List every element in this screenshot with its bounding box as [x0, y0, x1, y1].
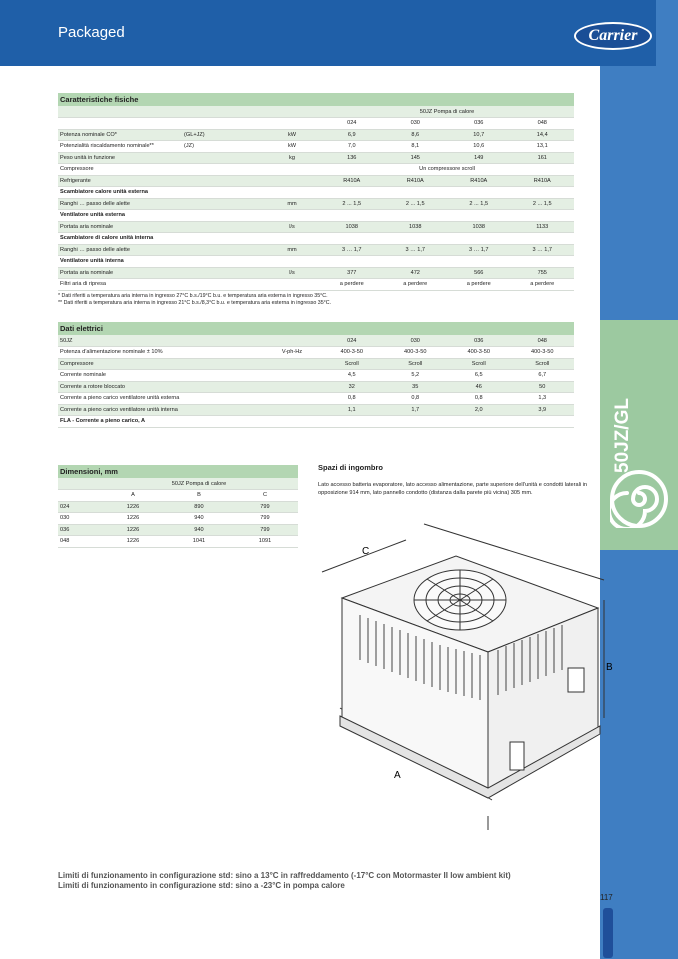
- limit-heating: Limiti di funzionamento in configurazione std: sino a -23°C in pompa calore: [58, 881, 345, 890]
- table-cell: [264, 106, 320, 118]
- row-unit: [264, 393, 320, 405]
- row-value: 136: [320, 152, 384, 164]
- table-header-row: [58, 490, 298, 502]
- row-value: 940: [166, 513, 232, 525]
- row-unit: [264, 175, 320, 187]
- row-value: 472: [384, 267, 448, 279]
- row-label: Potenzialità riscaldamento nominale**: [58, 141, 182, 153]
- column-header: 024: [320, 335, 384, 347]
- row-value: 145: [384, 152, 448, 164]
- row-value: 35: [384, 381, 448, 393]
- row-value: 161: [511, 152, 575, 164]
- table-cell: [264, 118, 320, 130]
- table-row: [58, 370, 574, 382]
- row-value: 10,7: [447, 129, 511, 141]
- column-header: 036: [447, 118, 511, 130]
- dimensions-heading: Dimensioni, mm: [58, 465, 298, 478]
- footnote: FLA - Corrente a pieno carico, A: [58, 416, 320, 428]
- row-qualifier: [182, 221, 264, 233]
- row-value: 5,2: [384, 370, 448, 382]
- column-header: 036: [447, 335, 511, 347]
- row-value: 2,0: [447, 404, 511, 416]
- row-label: 048: [58, 536, 100, 548]
- row-unit: [264, 279, 320, 291]
- row-value: a perdere: [384, 279, 448, 291]
- row-value: 14,4: [511, 129, 575, 141]
- table-row: [58, 347, 574, 359]
- row-label: Compressore: [58, 164, 182, 176]
- section-subheader: Scambiatore di calore unità interna: [58, 233, 574, 245]
- physical-note-2: ** Dati riferiti a temperatura aria interna in ingresso 21°C b.s./8,3°C b.u. e temperatura aria esterna in ingresso 35°C.: [58, 299, 332, 306]
- row-value: 2 ... 1,5: [447, 198, 511, 210]
- row-value: a perdere: [511, 279, 575, 291]
- row-label: 024: [58, 501, 100, 513]
- row-label: Corrente a pieno carico ventilatore unità interna: [58, 404, 264, 416]
- row-qualifier: [182, 198, 264, 210]
- row-value: 1226: [100, 501, 166, 513]
- row-unit: kW: [264, 129, 320, 141]
- column-header: 030: [384, 335, 448, 347]
- row-label: Compressore: [58, 358, 264, 370]
- table-row: [58, 267, 574, 279]
- section-subheader: Ventilatore unità interna: [58, 256, 574, 268]
- physical-table: [58, 106, 574, 291]
- table-row: [58, 198, 574, 210]
- table-row: [58, 152, 574, 164]
- row-value: 32: [320, 381, 384, 393]
- row-value: 1226: [100, 524, 166, 536]
- row-value: 1133: [511, 221, 575, 233]
- clearance-title: Spazi di ingombro: [318, 463, 383, 472]
- row-label: 030: [58, 513, 100, 525]
- row-value: 3,9: [511, 404, 575, 416]
- row-value: 377: [320, 267, 384, 279]
- row-qualifier: [182, 244, 264, 256]
- table-row: [58, 501, 298, 513]
- table-row: [58, 164, 574, 176]
- row-label: Refrigerante: [58, 175, 182, 187]
- row-unit: kg: [264, 152, 320, 164]
- column-header: 048: [511, 118, 575, 130]
- row-qualifier: (GL+JZ): [182, 129, 264, 141]
- dimensions-section: [58, 465, 298, 548]
- row-label: Corrente a rotore bloccato: [58, 381, 264, 393]
- row-label: Corrente a pieno carico ventilatore unità esterna: [58, 393, 264, 405]
- row-value: 1,1: [320, 404, 384, 416]
- row-value: 1,3: [511, 393, 575, 405]
- table-cell: [58, 106, 182, 118]
- row-value: 1041: [166, 536, 232, 548]
- row-value: 4,5: [320, 370, 384, 382]
- row-value: 2 ... 1,5: [511, 198, 575, 210]
- physical-characteristics-section: [58, 93, 574, 307]
- table-cell: [264, 335, 320, 347]
- column-header: C: [232, 490, 298, 502]
- row-value: 13,1: [511, 141, 575, 153]
- row-label: Potenza d’alimentazione nominale ± 10%: [58, 347, 264, 359]
- section-subheader: Ventilatore unità esterna: [58, 210, 574, 222]
- table-header-row: [58, 335, 574, 347]
- row-value: 7,0: [320, 141, 384, 153]
- table-header-row: [58, 118, 574, 130]
- row-value: 1038: [320, 221, 384, 233]
- row-label: 50JZ: [58, 335, 264, 347]
- row-value: 10,6: [447, 141, 511, 153]
- electrical-heading: Dati elettrici: [58, 322, 574, 335]
- row-unit: [264, 404, 320, 416]
- row-value: 1,7: [384, 404, 448, 416]
- row-value: 1038: [384, 221, 448, 233]
- row-value: R410A: [511, 175, 575, 187]
- label-b: B: [606, 662, 613, 673]
- row-value: 1038: [447, 221, 511, 233]
- table-row: [58, 358, 574, 370]
- column-header: A: [100, 490, 166, 502]
- table-row: [58, 279, 574, 291]
- row-value: 2 ... 1,5: [320, 198, 384, 210]
- row-unit: l/s: [264, 221, 320, 233]
- row-value: 2 ... 1,5: [384, 198, 448, 210]
- row-value: 755: [511, 267, 575, 279]
- table-cell: [320, 416, 384, 428]
- table-row: [58, 256, 574, 268]
- row-value: 6,9: [320, 129, 384, 141]
- table-row: [58, 221, 574, 233]
- table-row: [58, 536, 298, 548]
- row-value: 799: [232, 513, 298, 525]
- row-value: 3 … 1,7: [384, 244, 448, 256]
- table-cell: [511, 416, 575, 428]
- row-value: 799: [232, 524, 298, 536]
- row-qualifier: [182, 267, 264, 279]
- table-cell: [58, 118, 182, 130]
- row-label: Portata aria nominale: [58, 267, 182, 279]
- table-row: [58, 210, 574, 222]
- physical-note-1: * Dati riferiti a temperatura aria interna in ingresso 27°C b.s./19°C b.u. e temperatura aria esterna in ingresso 35°C.: [58, 292, 328, 299]
- row-value: 50: [511, 381, 575, 393]
- table-row: [58, 187, 574, 199]
- row-value: 400-3-50: [447, 347, 511, 359]
- row-unit: [264, 358, 320, 370]
- table-row: [58, 244, 574, 256]
- row-value: R410A: [447, 175, 511, 187]
- row-label: Ranghi … passo delle alette: [58, 244, 182, 256]
- operating-limits: [58, 871, 511, 891]
- row-value: 799: [232, 501, 298, 513]
- table-row: [58, 404, 574, 416]
- row-label: Ranghi … passo delle alette: [58, 198, 182, 210]
- row-value: 940: [166, 524, 232, 536]
- row-value: 400-3-50: [384, 347, 448, 359]
- page-header: [0, 0, 678, 66]
- row-value: 6,7: [511, 370, 575, 382]
- row-label: Portata aria nominale: [58, 221, 182, 233]
- table-row: [58, 381, 574, 393]
- row-value: 890: [166, 501, 232, 513]
- column-header: 030: [384, 118, 448, 130]
- row-value: Un compressore scroll: [320, 164, 574, 176]
- unit-dimension-drawing: [300, 520, 620, 840]
- row-label: Potenza nominale CO*: [58, 129, 182, 141]
- clearance-text: Lato accesso batteria evaporatore, lato accesso alimentazione, parte superiore dell’unità e condotti laterali in opposizione 914 mm, lato pannello condotto (distanza dalla parete più vicina) 305 mm.: [318, 482, 587, 496]
- electrical-table: [58, 335, 574, 428]
- row-value: Scroll: [384, 358, 448, 370]
- label-a: A: [394, 770, 401, 781]
- product-vertical-title: 50JZ/GL: [612, 398, 633, 474]
- row-value: 8,6: [384, 129, 448, 141]
- row-value: 149: [447, 152, 511, 164]
- row-label: Corrente nominale: [58, 370, 264, 382]
- row-value: 400-3-50: [511, 347, 575, 359]
- section-title: Packaged: [58, 24, 125, 41]
- row-qualifier: [182, 175, 264, 187]
- row-value: 3 … 1,7: [320, 244, 384, 256]
- row-label: Peso unità in funzione: [58, 152, 182, 164]
- row-label: 036: [58, 524, 100, 536]
- row-value: 3 … 1,7: [447, 244, 511, 256]
- section-subheader: Scambiatore calore unità esterna: [58, 187, 574, 199]
- row-value: 1226: [100, 513, 166, 525]
- physical-heading: Caratteristiche fisiche: [58, 93, 574, 106]
- row-value: Scroll: [320, 358, 384, 370]
- column-header: 048: [511, 335, 575, 347]
- row-value: 0,8: [384, 393, 448, 405]
- page-number: 117: [600, 893, 613, 902]
- electrical-box: [510, 742, 524, 770]
- table-cell: [58, 478, 100, 490]
- table-group-row: [58, 478, 298, 490]
- row-value: Scroll: [511, 358, 575, 370]
- row-value: 46: [447, 381, 511, 393]
- row-value: Scroll: [447, 358, 511, 370]
- row-qualifier: [182, 152, 264, 164]
- column-header: 024: [320, 118, 384, 130]
- column-group-header: 50JZ Pompa di calore: [320, 106, 574, 118]
- row-qualifier: (JZ): [182, 141, 264, 153]
- table-cell: [182, 118, 264, 130]
- row-unit: [264, 381, 320, 393]
- row-label: Filtri aria di ripresa: [58, 279, 182, 291]
- table-cell: [447, 416, 511, 428]
- table-cell: [182, 106, 264, 118]
- row-unit: mm: [264, 244, 320, 256]
- row-value: a perdere: [320, 279, 384, 291]
- table-row: [58, 524, 298, 536]
- table-group-row: [58, 106, 574, 118]
- row-value: 1091: [232, 536, 298, 548]
- row-value: 1226: [100, 536, 166, 548]
- table-row: [58, 141, 574, 153]
- table-cell: [58, 490, 100, 502]
- row-unit: mm: [264, 198, 320, 210]
- label-c: C: [362, 546, 370, 557]
- row-value: 0,8: [320, 393, 384, 405]
- row-value: a perdere: [447, 279, 511, 291]
- table-row: [58, 175, 574, 187]
- row-qualifier: [182, 164, 264, 176]
- row-value: R410A: [320, 175, 384, 187]
- row-qualifier: [182, 279, 264, 291]
- row-value: 0,8: [447, 393, 511, 405]
- row-unit: V-ph-Hz: [264, 347, 320, 359]
- dimensions-table: [58, 478, 298, 548]
- page-marker: [603, 908, 613, 958]
- row-value: 400-3-50: [320, 347, 384, 359]
- row-unit: [264, 164, 320, 176]
- table-row: [58, 393, 574, 405]
- electrical-data-section: [58, 322, 574, 428]
- control-panel: [568, 668, 584, 692]
- row-value: R410A: [384, 175, 448, 187]
- limit-cooling: Limiti di funzionamento in configurazione std: sino a 13°C in raffreddamento (-17°C con Motormaster II low ambient kit): [58, 871, 511, 880]
- table-row: [58, 233, 574, 245]
- row-unit: l/s: [264, 267, 320, 279]
- table-cell: [384, 416, 448, 428]
- row-value: 6,5: [447, 370, 511, 382]
- row-unit: [264, 370, 320, 382]
- row-value: 3 … 1,7: [511, 244, 575, 256]
- row-unit: kW: [264, 141, 320, 153]
- row-value: 8,1: [384, 141, 448, 153]
- carrier-logo: Carrier: [574, 22, 652, 50]
- table-row: [58, 416, 574, 428]
- table-row: [58, 129, 574, 141]
- column-header: B: [166, 490, 232, 502]
- row-value: 566: [447, 267, 511, 279]
- table-row: [58, 513, 298, 525]
- column-group-header: 50JZ Pompa di calore: [100, 478, 298, 490]
